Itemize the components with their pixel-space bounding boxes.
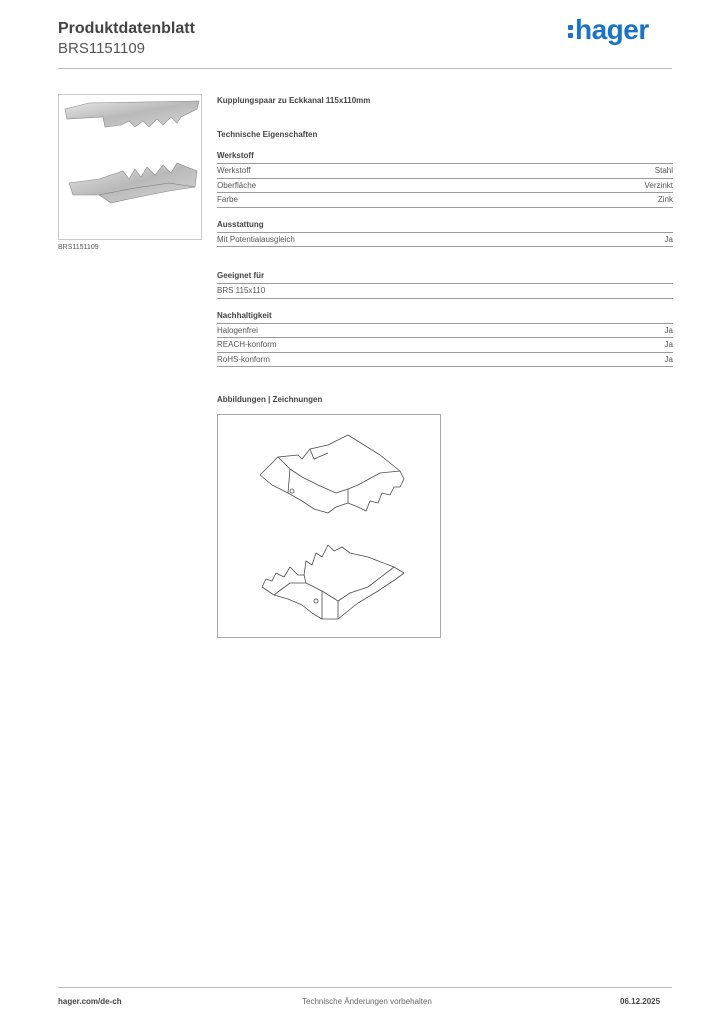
image-caption: BRS1151109 [58,244,99,251]
row-label: Werkstoff [217,166,251,175]
product-name: Kupplungspaar zu Eckkanal 115x110mm [217,96,371,105]
row-label: BRS 115x110 [217,286,266,295]
table-row [217,233,673,248]
row-label: REACH-konform [217,340,277,349]
table-row [217,193,673,208]
row-label: Halogenfrei [217,325,258,335]
row-value: Ja [664,340,673,349]
section-geeignet [217,271,673,299]
table-row [217,179,673,194]
table-row [217,338,673,353]
table-row [217,164,673,179]
table-row [217,353,673,368]
footer-divider [58,987,672,988]
logo-text: hager [575,14,649,45]
coupling-photo-icon [59,95,201,239]
header-divider [58,68,672,69]
row-value: Stahl [654,166,673,175]
article-number: BRS1151109 [58,40,146,57]
hager-logo[interactable] [568,14,649,46]
row-label: RoHS-konform [217,354,270,364]
page-title: Produktdatenblatt [58,20,195,37]
row-label: Mit Potentialausgleich [217,234,295,244]
row-value: Ja [664,325,673,335]
footer-note: Technische Änderungen vorbehalten [302,997,432,1006]
section-werkstoff [217,151,673,208]
table-row [217,284,673,299]
product-details [217,96,673,367]
section-ausstattung [217,220,673,248]
section-nachhaltigkeit [217,311,673,368]
tech-heading: Technische Eigenschaften [217,130,318,139]
row-value: Verzinkt [644,180,673,190]
section-title: Werkstoff [217,151,673,164]
footer-link[interactable]: hager.com/de-ch [58,997,122,1006]
logo-dots-icon [568,22,573,41]
row-value: Ja [664,354,673,364]
row-value: Zink [657,195,673,204]
section-title: Geeignet für [217,271,673,284]
footer-date: 06.12.2025 [620,997,661,1006]
row-value: Ja [664,234,673,244]
section-title: Nachhaltigkeit [217,311,673,324]
row-label: Farbe [217,195,238,204]
table-row [217,324,673,339]
technical-drawing [217,414,441,638]
row-label: Oberfläche [217,180,257,190]
coupling-drawing-icon [218,415,440,637]
section-title: Ausstattung [217,220,673,233]
product-photo [58,94,202,240]
drawings-heading: Abbildungen | Zeichnungen [217,395,323,404]
